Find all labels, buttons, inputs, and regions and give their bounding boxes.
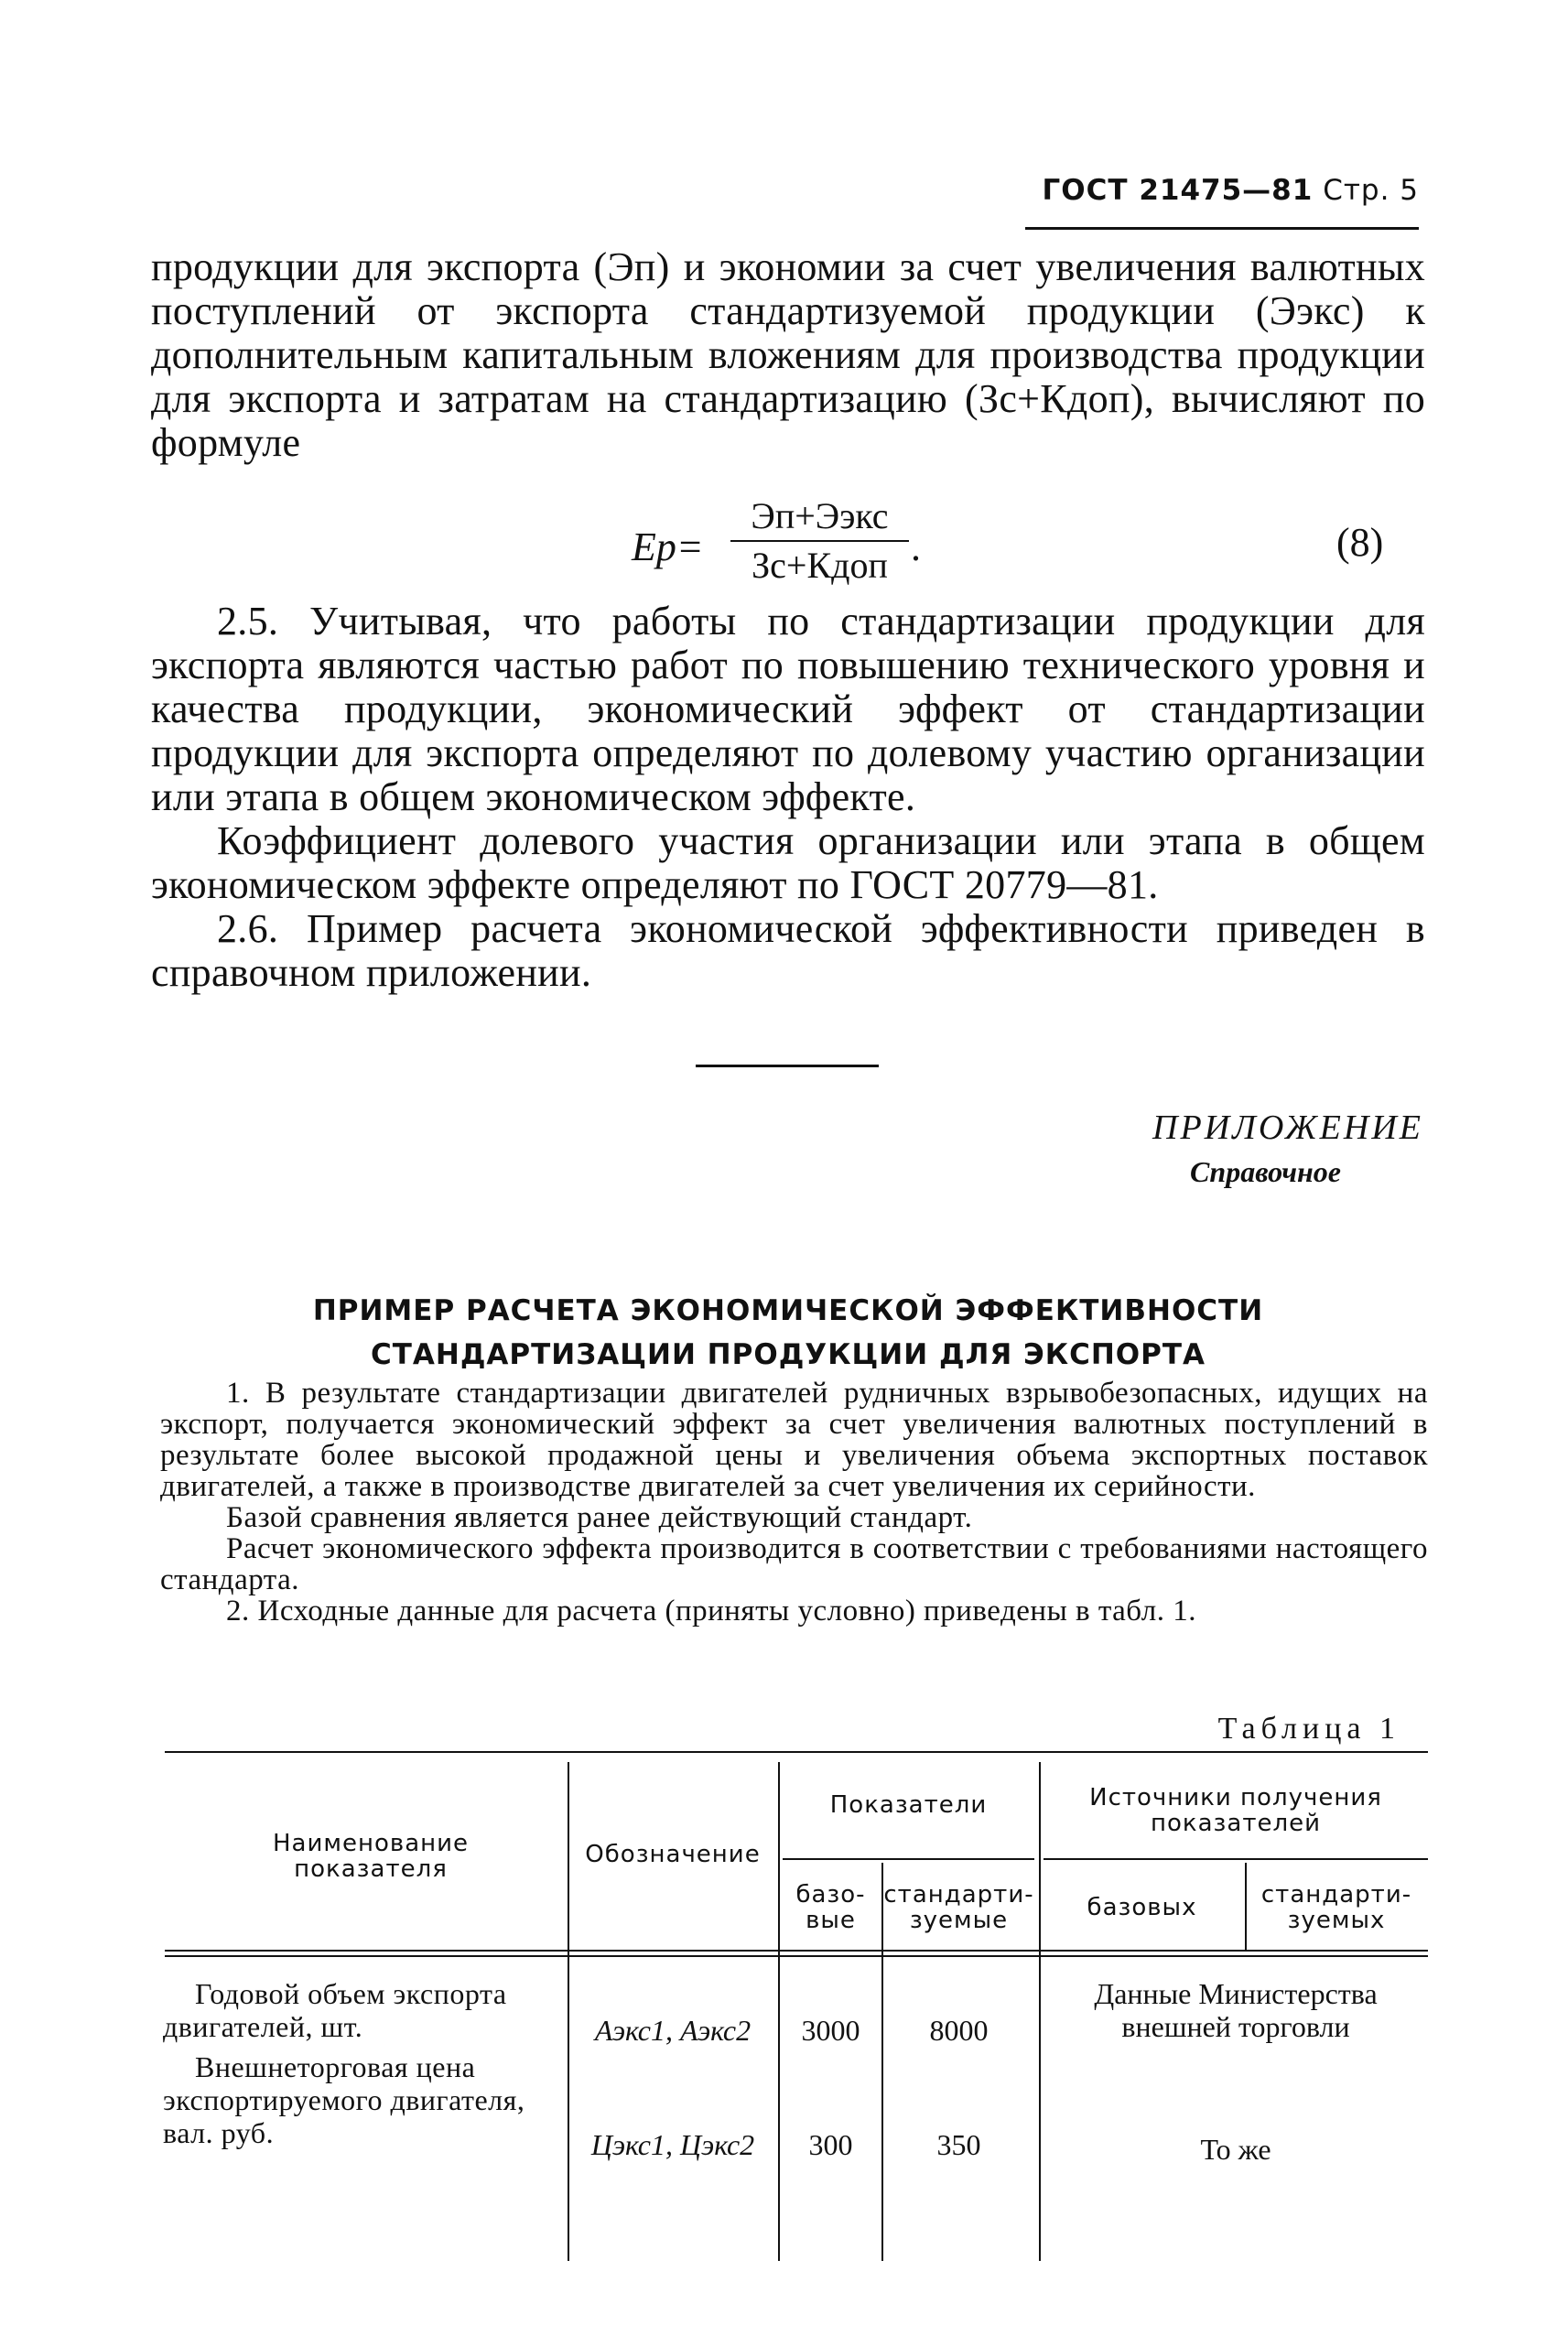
top-paragraph: продукции для экспорта (Эп) и экономии за счет увеличения валютных поступлений от экспорта стандартизуемой продукции (Ээкс) к дополнительным капитальным вложениям для производства продукции для экспорта и затратам на стандартизацию (Зс+Кдоп), вычисляют по формуле xyxy=(151,244,1425,465)
header-base: базо-вые xyxy=(795,1881,866,1934)
col-line-5 xyxy=(1245,1863,1247,1950)
formula-lhs: Eр= xyxy=(632,524,704,569)
appendix-body xyxy=(160,1378,1428,1627)
calc-paragraph: Расчет экономического эффекта производится в соответствии с требованиями настоящего стандарта. xyxy=(160,1532,1428,1596)
table-top-rule xyxy=(165,1751,1428,1753)
appendix-subtitle: Справочное xyxy=(1190,1155,1341,1188)
indicators-subrule xyxy=(783,1858,1034,1860)
formula-denominator: Зс+Кдоп xyxy=(752,545,888,586)
row-1-name: Годовой объем экспорта двигателей, шт. xyxy=(163,1977,507,2043)
table-header-rule-1 xyxy=(165,1950,1428,1952)
col-line-2 xyxy=(778,1762,780,2261)
table-caption: Таблица 1 xyxy=(1217,1712,1400,1746)
formula-8 xyxy=(632,494,1089,604)
separator-rule xyxy=(696,1065,879,1067)
col-line-4 xyxy=(1039,1762,1041,2261)
standard-code: ГОСТ 21475—81 xyxy=(1042,174,1314,207)
page-number: Стр. 5 xyxy=(1323,174,1419,207)
header-sources-standardized: стандарти-зуемых xyxy=(1260,1881,1412,1934)
header-designation: Обозначение xyxy=(585,1841,761,1868)
coefficient-paragraph: Коэффициент долевого участия организации или этапа в общем экономическом эффекте определяют по ГОСТ 20779—81. xyxy=(151,818,1425,907)
row-1-base: 3000 xyxy=(801,2014,860,2047)
table-header-rule-2 xyxy=(165,1955,1428,1957)
row-1-standardized: 8000 xyxy=(929,2014,989,2047)
appendix-title: ПРИЛОЖЕНИЕ xyxy=(1152,1108,1423,1147)
row-2-source: То же xyxy=(1200,2133,1271,2166)
header-sources: Источники получения показателей xyxy=(1089,1784,1382,1837)
row-2-designation: Цэкс1, Цэкс2 xyxy=(590,2128,755,2161)
sources-subrule xyxy=(1044,1858,1428,1860)
item-2: 2. Исходные данные для расчета (приняты условно) приведены в табл. 1. xyxy=(226,1595,1196,1628)
formula-numerator: Эп+Ээкс xyxy=(751,495,889,536)
item-1: 1. В результате стандартизации двигателей рудничных взрывобезопасных, идущих на экспорт, получается экономический эффект за счет увеличения валютных поступлений в результате более высокой продажной цены и увеличения объема экспортных поставок двигателей, а также в производстве двигателей за счет увеличения их серийности. xyxy=(160,1377,1428,1503)
header-name: Наименование показателя xyxy=(272,1830,470,1883)
formula-end-dot: . xyxy=(911,524,921,569)
section-2-5: 2.5. Учитывая, что работы по стандартизации продукции для экспорта являются частью работ по повышению технического уровня и качества продукции, экономический эффект от стандартизации продукции для экспорта определяют по долевому участию организации или этапа в общем экономическом эффекте. xyxy=(151,599,1425,819)
section-2-6: 2.6. Пример расчета экономической эффективности приведен в справочном приложении. xyxy=(151,906,1425,995)
row-2-standardized: 350 xyxy=(936,2128,981,2161)
formula-fraction xyxy=(730,494,909,588)
base-paragraph: Базой сравнения является ранее действующий стандарт. xyxy=(226,1501,973,1534)
row-1-designation: Аэкс1, Аэкс2 xyxy=(594,2014,752,2047)
top-paragraph-block xyxy=(151,245,1425,465)
header-rule xyxy=(1025,227,1419,230)
sections-block xyxy=(151,600,1425,995)
header-sources-base: базовых xyxy=(1087,1894,1197,1921)
heading-line-1: ПРИМЕР РАСЧЕТА ЭКОНОМИЧЕСКОЙ ЭФФЕКТИВНОСТИ xyxy=(312,1294,1264,1327)
row-2-base: 300 xyxy=(808,2128,853,2161)
page-header xyxy=(1025,174,1419,207)
header-indicators: Показатели xyxy=(829,1791,988,1819)
row-1-source: Данные Министерства внешней торговли xyxy=(1094,1977,1378,2043)
formula-number: (8) xyxy=(1336,520,1384,565)
row-2-name: Внешнеторговая цена экспортируемого двигателя, вал. руб. xyxy=(163,2050,525,2149)
heading-line-2: СТАНДАРТИЗАЦИИ ПРОДУКЦИИ ДЛЯ ЭКСПОРТА xyxy=(370,1338,1206,1371)
col-line-1 xyxy=(568,1762,569,2261)
example-heading xyxy=(151,1289,1425,1377)
header-standardized: стандарти-зуемые xyxy=(883,1881,1034,1934)
fraction-bar xyxy=(730,540,909,542)
